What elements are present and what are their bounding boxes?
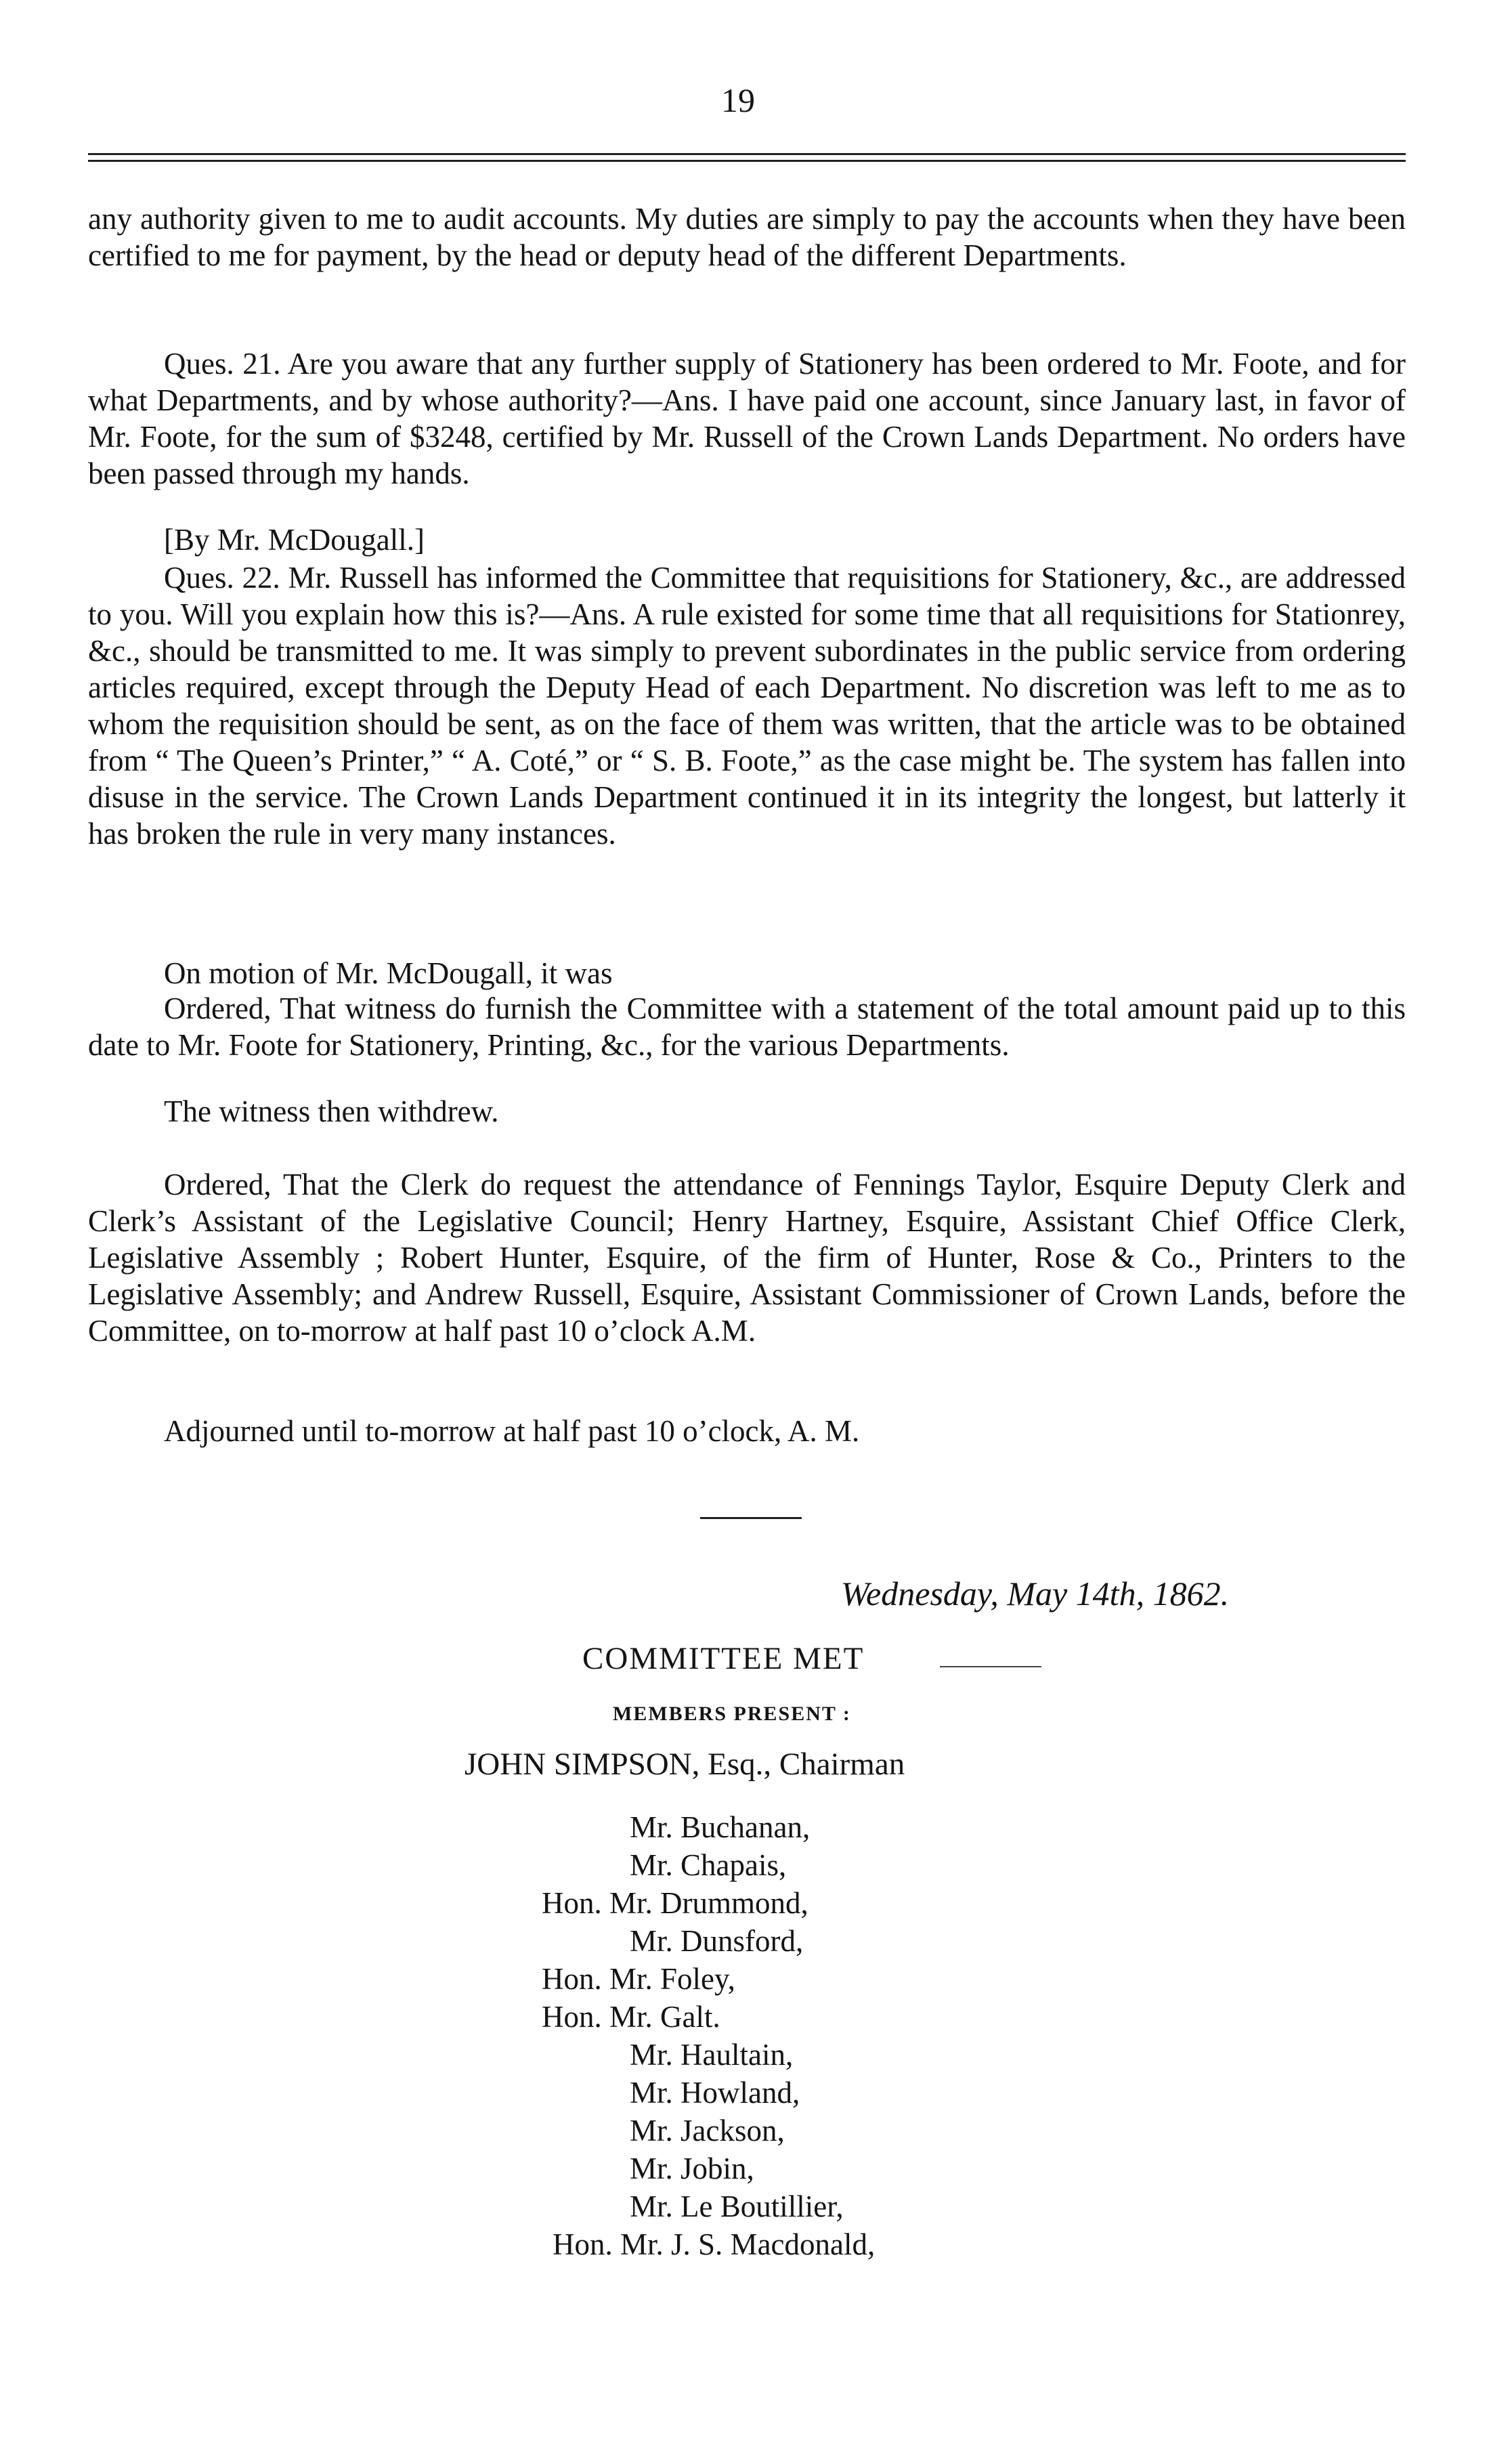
by-mr-mcdougall: [By Mr. McDougall.] (164, 523, 425, 557)
section-divider (700, 1517, 802, 1519)
members-present-label: MEMBERS PRESENT : (613, 1703, 851, 1725)
heading-underline (940, 1666, 1041, 1667)
header-rule-top (88, 153, 1406, 155)
chairman-line: JOHN SIMPSON, Esq., Chairman (465, 1747, 905, 1782)
list-item: Hon. Mr. Galt. (542, 2000, 720, 2034)
list-item: Mr. Dunsford, (630, 1924, 804, 1958)
committee-met-heading: COMMITTEE MET (582, 1641, 865, 1676)
list-item: Hon. Mr. J. S. Macdonald, (553, 2227, 876, 2261)
paragraph-question-21: Ques. 21. Are you aware that any further supply of Stationery has been ordered to Mr. Foote, and for what Departments, and by whose authority?—Ans. I have paid one account, since January last, in favor of Mr. Foote, for the sum of $3248, certified by Mr. Russell of the Crown Lands Department. No orders have been passed through my hands. (88, 347, 1406, 490)
page-number: 19 (721, 81, 755, 119)
list-item: Mr. Jackson, (630, 2114, 785, 2148)
members-list (535, 1808, 1050, 2263)
motion-line: On motion of Mr. McDougall, it was (164, 956, 613, 990)
list-item: Mr. Buchanan, (630, 1810, 811, 1844)
list-item: Mr. Howland, (630, 2076, 800, 2110)
meeting-date: Wednesday, May 14th, 1862. (841, 1575, 1230, 1613)
paragraph-ordered-statement: Ordered, That witness do furnish the Committee with a statement of the total amount paid up to this date to Mr. Foote for Stationery, Printing, &c., for the various Departments. (88, 991, 1406, 1062)
paragraph-audit-duties: any authority given to me to audit accounts. My duties are simply to pay the accounts when they have been certified to me for payment, by the head or deputy head of the different Departments. (88, 202, 1406, 272)
adjourned-line: Adjourned until to-morrow at half past 10 o’clock, A. M. (164, 1414, 860, 1448)
list-item: Hon. Mr. Drummond, (542, 1886, 808, 1920)
paragraph-question-22: Ques. 22. Mr. Russell has informed the Committee that requisitions for Stationery, &c., are addressed to you. Will you explain how this is?—Ans. A rule existed for some time that all requisitions for Stationrey, &c., should be transmitted to me. It was simply to prevent subordinates in the public service from ordering articles required, except through the Deputy Head of each Department. No discretion was left to me as to whom the requisition should be sent, as on the face of them was written, that the article was to be obtained from “ The Queen’s Printer,” “ A. Coté,” or “ S. B. Foote,” as the case might be. The system has fallen into disuse in the service. The Crown Lands Department continued it in its integrity the longest, but latterly it has broken the rule in very many instances. (88, 561, 1406, 851)
list-item: Mr. Chapais, (630, 1848, 787, 1882)
list-item: Hon. Mr. Foley, (542, 1962, 735, 1996)
header-rule-bottom (88, 160, 1406, 162)
list-item: Mr. Jobin, (630, 2152, 754, 2185)
list-item: Mr. Le Boutillier, (630, 2190, 844, 2223)
list-item: Mr. Haultain, (630, 2038, 794, 2072)
witness-withdrew: The witness then withdrew. (164, 1094, 499, 1128)
paragraph-ordered-attendance: Ordered, That the Clerk do request the attendance of Fennings Taylor, Esquire Deputy Clerk and Clerk’s Assistant of the Legislative Council; Henry Hartney, Esquire, Assistant Chief Office Clerk, Legislative Assembly ; Robert Hunter, Esquire, of the firm of Hunter, Rose & Co., Printers to the Legislative Assembly; and Andrew Russell, Esquire, Assistant Commissioner of Crown Lands, before the Committee, on to-morrow at half past 10 o’clock A.M. (88, 1168, 1406, 1348)
